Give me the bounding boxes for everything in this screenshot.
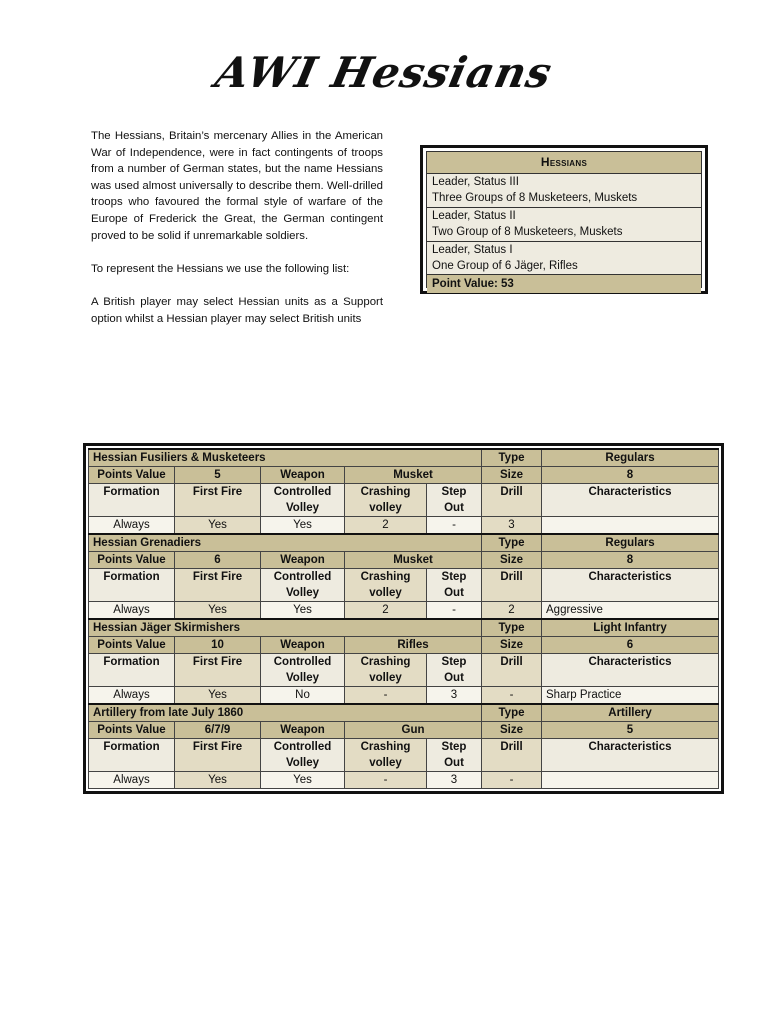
characteristics-header: Characteristics bbox=[542, 484, 719, 517]
unit-name-row bbox=[89, 619, 719, 637]
step-out-value: - bbox=[427, 517, 482, 535]
drill-value: 2 bbox=[482, 602, 542, 620]
first-fire-header: First Fire bbox=[175, 569, 261, 602]
first-fire-value: Yes bbox=[175, 517, 261, 535]
controlled-volley-header bbox=[261, 484, 345, 517]
unit-name: Hessian Grenadiers bbox=[89, 534, 482, 552]
crashing-volley-header-line: volley bbox=[369, 587, 402, 599]
size-label: Size bbox=[482, 722, 542, 739]
unit-size: 5 bbox=[542, 722, 719, 739]
step-out-value: - bbox=[427, 602, 482, 620]
weapon-label: Weapon bbox=[261, 637, 345, 654]
unit-points-row bbox=[89, 552, 719, 569]
type-label: Type bbox=[482, 619, 542, 637]
unit-points: 5 bbox=[175, 467, 261, 484]
drill-header: Drill bbox=[482, 569, 542, 602]
unit-weapon: Rifles bbox=[345, 637, 482, 654]
step-out-header-line: Out bbox=[444, 757, 464, 769]
unit-table bbox=[88, 448, 719, 789]
characteristics-value bbox=[542, 517, 719, 535]
step-out-header bbox=[427, 739, 482, 772]
intro-text bbox=[91, 128, 383, 344]
type-label: Type bbox=[482, 449, 542, 467]
controlled-volley-value: No bbox=[261, 687, 345, 705]
force-box-title: Hessians bbox=[427, 152, 701, 174]
unit-type: Artillery bbox=[542, 704, 719, 722]
characteristics-value: Sharp Practice bbox=[542, 687, 719, 705]
drill-value: 3 bbox=[482, 517, 542, 535]
unit-name-row bbox=[89, 449, 719, 467]
unit-name: Hessian Jäger Skirmishers bbox=[89, 619, 482, 637]
unit-type: Regulars bbox=[542, 449, 719, 467]
force-box-row bbox=[427, 174, 701, 208]
crashing-volley-header-line: Crashing bbox=[360, 656, 411, 668]
type-label: Type bbox=[482, 534, 542, 552]
crashing-volley-header bbox=[345, 569, 427, 602]
step-out-header-line: Out bbox=[444, 502, 464, 514]
unit-stat-headers bbox=[89, 654, 719, 687]
unit-stat-values bbox=[89, 772, 719, 789]
unit-points-row bbox=[89, 722, 719, 739]
drill-header: Drill bbox=[482, 654, 542, 687]
controlled-volley-header-line: Controlled bbox=[273, 656, 332, 668]
force-troops: One Group of 6 Jäger, Rifles bbox=[432, 260, 578, 273]
controlled-volley-header-line: Volley bbox=[285, 757, 320, 769]
page-title: AWI Hessians bbox=[211, 48, 557, 97]
crashing-volley-header-line: Crashing bbox=[360, 486, 411, 498]
step-out-header bbox=[427, 484, 482, 517]
unit-points: 6 bbox=[175, 552, 261, 569]
unit-weapon: Musket bbox=[345, 467, 482, 484]
crashing-volley-header-line: volley bbox=[369, 672, 402, 684]
unit-points: 6/7/9 bbox=[175, 722, 261, 739]
step-out-header bbox=[427, 569, 482, 602]
unit-type: Light Infantry bbox=[542, 619, 719, 637]
first-fire-header: First Fire bbox=[175, 654, 261, 687]
drill-value: - bbox=[482, 687, 542, 705]
controlled-volley-value: Yes bbox=[261, 517, 345, 535]
unit-weapon: Musket bbox=[345, 552, 482, 569]
unit-stat-headers bbox=[89, 739, 719, 772]
unit-stat-values bbox=[89, 602, 719, 620]
controlled-volley-header-line: Controlled bbox=[273, 486, 332, 498]
controlled-volley-header-line: Controlled bbox=[273, 571, 332, 583]
step-out-header-line: Step bbox=[441, 656, 467, 668]
hessians-force-box bbox=[420, 145, 708, 294]
controlled-volley-header bbox=[261, 654, 345, 687]
crashing-volley-header-line: volley bbox=[369, 502, 402, 514]
formation-header: Formation bbox=[89, 569, 175, 602]
points-value-label: Points Value bbox=[89, 467, 175, 484]
unit-name: Artillery from late July 1860 bbox=[89, 704, 482, 722]
crashing-volley-header-line: volley bbox=[369, 757, 402, 769]
characteristics-header: Characteristics bbox=[542, 739, 719, 772]
step-out-header bbox=[427, 654, 482, 687]
weapon-label: Weapon bbox=[261, 467, 345, 484]
unit-stat-values bbox=[89, 517, 719, 535]
force-leader: Leader, Status III bbox=[432, 176, 519, 188]
unit-stat-headers bbox=[89, 484, 719, 517]
unit-name: Hessian Fusiliers & Musketeers bbox=[89, 449, 482, 467]
unit-size: 6 bbox=[542, 637, 719, 654]
controlled-volley-header-line: Controlled bbox=[273, 741, 332, 753]
first-fire-header: First Fire bbox=[175, 739, 261, 772]
size-label: Size bbox=[482, 467, 542, 484]
formation-value: Always bbox=[89, 602, 175, 620]
formation-value: Always bbox=[89, 687, 175, 705]
characteristics-header: Characteristics bbox=[542, 654, 719, 687]
first-fire-value: Yes bbox=[175, 602, 261, 620]
crashing-volley-header-line: Crashing bbox=[360, 741, 411, 753]
characteristics-value: Aggressive bbox=[542, 602, 719, 620]
size-label: Size bbox=[482, 552, 542, 569]
step-out-header-line: Out bbox=[444, 587, 464, 599]
force-point-value: Point Value: 53 bbox=[427, 275, 701, 293]
intro-paragraph-2: To represent the Hessians we use the following list: bbox=[91, 262, 350, 275]
step-out-value: 3 bbox=[427, 772, 482, 789]
formation-value: Always bbox=[89, 517, 175, 535]
force-leader: Leader, Status II bbox=[432, 209, 516, 222]
crashing-volley-header bbox=[345, 654, 427, 687]
formation-header: Formation bbox=[89, 654, 175, 687]
step-out-header-line: Step bbox=[441, 571, 467, 583]
controlled-volley-value: Yes bbox=[261, 602, 345, 620]
crashing-volley-value: 2 bbox=[345, 602, 427, 620]
weapon-label: Weapon bbox=[261, 552, 345, 569]
formation-header: Formation bbox=[89, 484, 175, 517]
force-troops: Two Group of 8 Musketeers, Muskets bbox=[432, 226, 623, 239]
formation-value: Always bbox=[89, 772, 175, 789]
step-out-header-line: Step bbox=[441, 741, 467, 753]
force-leader: Leader, Status I bbox=[432, 243, 513, 256]
unit-type: Regulars bbox=[542, 534, 719, 552]
step-out-header-line: Step bbox=[441, 486, 467, 498]
controlled-volley-value: Yes bbox=[261, 772, 345, 789]
crashing-volley-header bbox=[345, 484, 427, 517]
intro-paragraph-1: The Hessians, Britain’s mercenary Allies in the American War of Independence, were in fact contingents of troops from a number of German states, but the name Hessians was used almost universally to describe them. Well-drilled troops who favoured the formal style of warfare of the Europe of Frederick the Great, the German contingent proved to be solid if unremarkable soldiers. bbox=[91, 130, 383, 242]
unit-stat-headers bbox=[89, 569, 719, 602]
unit-stat-values bbox=[89, 687, 719, 705]
controlled-volley-header-line: Volley bbox=[285, 587, 320, 599]
first-fire-header: First Fire bbox=[175, 484, 261, 517]
size-label: Size bbox=[482, 637, 542, 654]
formation-header: Formation bbox=[89, 739, 175, 772]
crashing-volley-value: - bbox=[345, 687, 427, 705]
first-fire-value: Yes bbox=[175, 687, 261, 705]
unit-points: 10 bbox=[175, 637, 261, 654]
points-value-label: Points Value bbox=[89, 552, 175, 569]
type-label: Type bbox=[482, 704, 542, 722]
controlled-volley-header-line: Volley bbox=[285, 672, 320, 684]
unit-points-row bbox=[89, 637, 719, 654]
characteristics-header: Characteristics bbox=[542, 569, 719, 602]
characteristics-value bbox=[542, 772, 719, 789]
drill-header: Drill bbox=[482, 484, 542, 517]
controlled-volley-header-line: Volley bbox=[285, 502, 320, 514]
intro-paragraph-3: A British player may select Hessian units as a Support option whilst a Hessian player may select British units bbox=[91, 295, 383, 325]
drill-value: - bbox=[482, 772, 542, 789]
crashing-volley-value: - bbox=[345, 772, 427, 789]
controlled-volley-header bbox=[261, 569, 345, 602]
controlled-volley-header bbox=[261, 739, 345, 772]
step-out-header-line: Out bbox=[444, 672, 464, 684]
unit-name-row bbox=[89, 534, 719, 552]
unit-stats-table bbox=[83, 443, 724, 794]
unit-points-row bbox=[89, 467, 719, 484]
weapon-label: Weapon bbox=[261, 722, 345, 739]
unit-size: 8 bbox=[542, 467, 719, 484]
points-value-label: Points Value bbox=[89, 722, 175, 739]
first-fire-value: Yes bbox=[175, 772, 261, 789]
points-value-label: Points Value bbox=[89, 637, 175, 654]
force-box-row bbox=[427, 242, 701, 276]
unit-weapon: Gun bbox=[345, 722, 482, 739]
crashing-volley-value: 2 bbox=[345, 517, 427, 535]
force-troops: Three Groups of 8 Musketeers, Muskets bbox=[432, 192, 638, 205]
unit-name-row bbox=[89, 704, 719, 722]
crashing-volley-header bbox=[345, 739, 427, 772]
unit-size: 8 bbox=[542, 552, 719, 569]
crashing-volley-header-line: Crashing bbox=[360, 571, 411, 583]
force-box-row bbox=[427, 208, 701, 242]
step-out-value: 3 bbox=[427, 687, 482, 705]
drill-header: Drill bbox=[482, 739, 542, 772]
